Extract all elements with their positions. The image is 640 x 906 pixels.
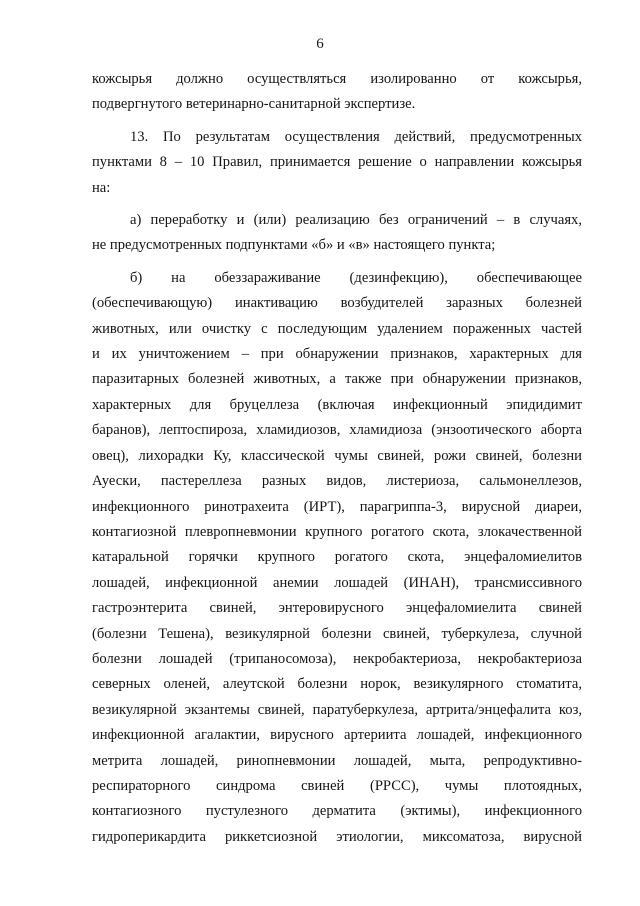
text-line: подвергнутого ветеринарно-санитарной экспертизе. bbox=[92, 96, 416, 113]
text-line: б) на обеззараживание (дезинфекцию), обеспечивающее bbox=[130, 269, 582, 286]
text-line: контагиозного пустулезного дерматита (эктимы), инфекционного bbox=[92, 803, 582, 820]
text-line: метрита лошадей, ринопневмонии лошадей, мыта, репродуктивно- bbox=[92, 752, 582, 769]
text-line: на: bbox=[92, 179, 111, 196]
text-line: и их уничтожением – при обнаружении признаков, характерных для bbox=[92, 346, 582, 363]
text-line: характерных для бруцеллеза (включая инфекционный эпидидимит bbox=[92, 396, 582, 413]
text-line: инфекционной агалактии, вирусного артериита лошадей, инфекционного bbox=[92, 727, 582, 744]
text-line: везикулярной экзантемы свиней, паратуберкулеза, артрита/энцефалита коз, bbox=[92, 701, 582, 718]
text-line: паразитарных болезней животных, а также при обнаружении признаков, bbox=[92, 371, 582, 388]
text-line: овец), лихорадки Ку, классической чумы свиней, рожи свиней, болезни bbox=[92, 447, 582, 464]
text-line: пунктами 8 – 10 Правил, принимается решение о направлении кожсырья bbox=[92, 154, 582, 171]
paragraph-gap bbox=[92, 259, 582, 266]
text-line: инфекционного ринотрахеита (ИРТ), парагриппа-3, вирусной диареи, bbox=[92, 498, 582, 515]
text-line: Ауески, пастереллеза разных видов, листериоза, сальмонеллезов, bbox=[92, 473, 582, 490]
text-line: баранов), лептоспироза, хламидиозов, хламидиоза (энзоотического аборта bbox=[92, 422, 582, 439]
text-line: (болезни Тешена), везикулярной болезни свиней, туберкулеза, случной bbox=[92, 625, 582, 642]
text-line: гидроперикардита риккетсиозной этиологии, миксоматоза, вирусной bbox=[92, 828, 582, 845]
text-line: катаральной горячки крупного рогатого скота, энцефаломиелитов bbox=[92, 549, 582, 566]
text-line: животных, или очистку с последующим удалением пораженных частей bbox=[92, 320, 582, 337]
text-line: не предусмотренных подпунктами «б» и «в» настоящего пункта; bbox=[92, 237, 496, 254]
text-line: северных оленей, алеутской болезни норок, везикулярного стоматита, bbox=[92, 676, 582, 693]
text-line: лошадей, инфекционной анемии лошадей (ИНАН), трансмиссивного bbox=[92, 574, 582, 591]
text-line: кожсырья должно осуществляться изолированно от кожсырья, bbox=[92, 71, 582, 87]
text-line: (обеспечивающую) инактивацию возбудителей заразных болезней bbox=[92, 295, 582, 312]
text-line: а) переработку и (или) реализацию без ограничений – в случаях, bbox=[130, 212, 582, 229]
document-body bbox=[92, 67, 582, 850]
text-line: респираторного синдрома свиней (РРСС), чумы плотоядных, bbox=[92, 777, 582, 794]
text-line: 13. По результатам осуществления действий, предусмотренных bbox=[130, 128, 582, 145]
paragraph-gap bbox=[92, 201, 582, 208]
page-number: 6 bbox=[316, 36, 324, 52]
text-line: гастроэнтерита свиней, энтеровирусного энцефаломиелита свиней bbox=[92, 600, 582, 617]
paragraph-gap bbox=[92, 118, 582, 125]
text-line: болезни лошадей (трипаносомоза), некробактериоза, некробактериоза bbox=[92, 650, 582, 667]
text-line: контагиозной плевропневмонии крупного рогатого скота, злокачественной bbox=[92, 523, 582, 540]
